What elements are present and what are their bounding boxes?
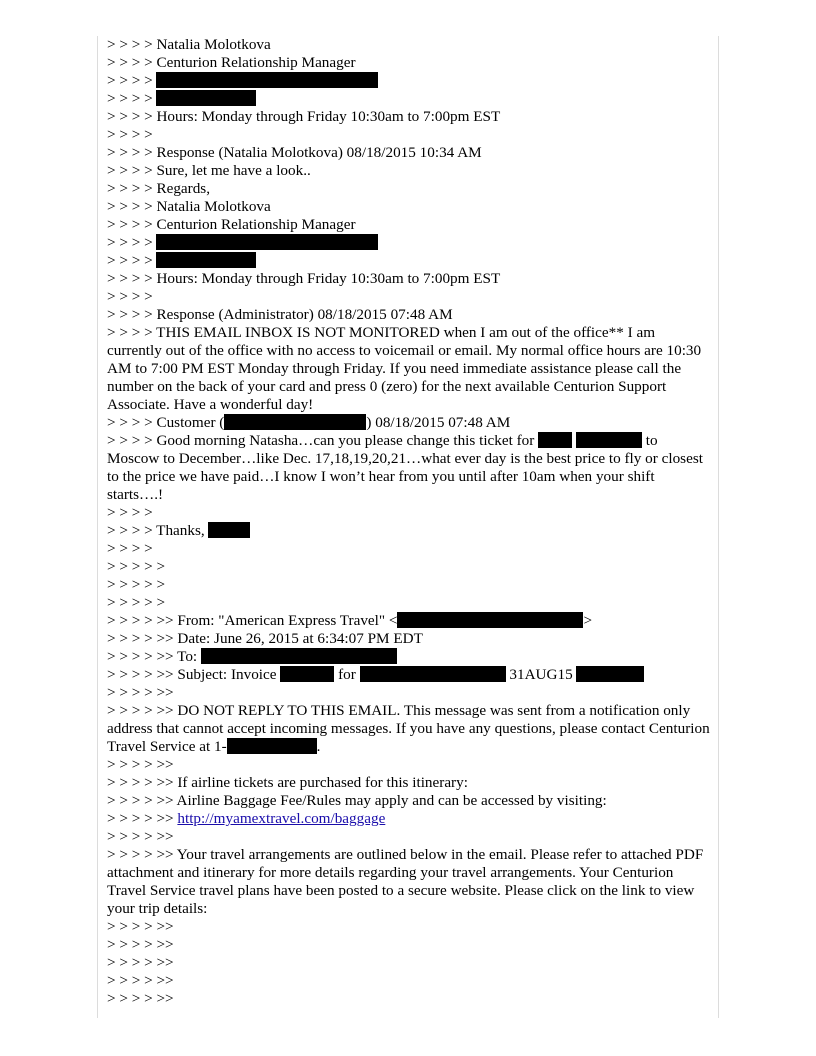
text-line: > > > > >> xyxy=(107,756,174,773)
text-segment: . xyxy=(316,738,321,755)
quote-prefix: > > > > xyxy=(107,72,157,89)
text-line: > > > > Centurion Relationship Manager xyxy=(107,54,356,71)
redaction-bar xyxy=(360,666,506,682)
text-line: > > > > Response (Administrator) 08/18/2015 07:48 AM xyxy=(107,306,453,323)
redaction-bar xyxy=(397,612,583,628)
text-line: > > > > >> If airline tickets are purchased for this itinerary: xyxy=(107,774,468,791)
text-line: > > > > > xyxy=(107,594,166,611)
text-line xyxy=(107,252,713,270)
text-segment: to Moscow to December…like Dec. 17,18,19,20,21…what ever day is the best price to fly or closest to the price we have paid…I know I won’t hear from you until after 10am when your shift starts….! xyxy=(107,432,707,503)
text-line: > > > > Hours: Monday through Friday 10:30am to 7:00pm EST xyxy=(107,108,501,125)
text-segment: > > > > >> xyxy=(107,810,178,827)
quote-prefix: > > > > xyxy=(107,234,157,251)
text-line: > > > > >> xyxy=(107,954,174,971)
text-line xyxy=(107,666,713,684)
text-line: > > > > Natalia Molotkova xyxy=(107,198,271,215)
text-segment: > > > > Thanks, xyxy=(107,522,209,539)
text-line: > > > > >> xyxy=(107,972,174,989)
redaction-bar xyxy=(156,252,256,268)
text-segment: ) 08/18/2015 07:48 AM xyxy=(366,414,511,431)
redaction-bar xyxy=(576,432,642,448)
text-segment: > > > > >> From: "American Express Travel" < xyxy=(107,612,398,629)
redaction-bar xyxy=(576,666,644,682)
text-line: > > > > THIS EMAIL INBOX IS NOT MONITORED when I am out of the office** I am currently out of the office with no access to voicemail or email. My normal office hours are 10:30 AM to 7:00 PM EST Monday through Friday. If you need immediate assistance please call the number on the back of your card and press 0 (zero) for the next available Centurion Support Associate. Have a wonderful day! xyxy=(107,324,705,413)
quote-prefix: > > > > xyxy=(107,90,157,107)
redaction-bar xyxy=(538,432,572,448)
text-line: > > > > xyxy=(107,288,153,305)
text-line xyxy=(107,702,713,756)
text-line: > > > > > xyxy=(107,558,166,575)
baggage-link[interactable]: http://myamextravel.com/baggage xyxy=(177,810,386,827)
text-segment: > > > > >> DO NOT REPLY TO THIS EMAIL. This message was sent from a notification only address that cannot accept incoming messages. If you have any questions, please contact Centurion Travel Service at 1- xyxy=(107,702,714,755)
text-line: > > > > >> xyxy=(107,918,174,935)
text-line: > > > > Centurion Relationship Manager xyxy=(107,216,356,233)
text-segment: > xyxy=(583,612,593,629)
text-segment: > > > > Good morning Natasha…can you please change this ticket for xyxy=(107,432,539,449)
text-segment: > > > > >> Subject: Invoice xyxy=(107,666,281,683)
text-line: > > > > Hours: Monday through Friday 10:30am to 7:00pm EST xyxy=(107,270,501,287)
quote-prefix: > > > > xyxy=(107,252,157,269)
text-line: > > > > Sure, let me have a look.. xyxy=(107,162,311,179)
text-line xyxy=(107,648,713,666)
redaction-bar xyxy=(201,648,397,664)
text-line: > > > > Regards, xyxy=(107,180,211,197)
text-line: > > > > >> Airline Baggage Fee/Rules may apply and can be accessed by visiting: xyxy=(107,792,607,809)
email-body xyxy=(107,36,713,1008)
text-line xyxy=(107,522,713,540)
redaction-bar xyxy=(156,234,378,250)
redaction-bar xyxy=(227,738,317,754)
text-segment: > > > > Customer ( xyxy=(107,414,225,431)
text-line: > > > > >> xyxy=(107,828,174,845)
text-line: > > > > >> Your travel arrangements are outlined below in the email. Please refer to attached PDF attachment and itinerary for more details regarding your travel arrangements. Your Centurion Travel Service travel plans have been posted to a secure website. Please click on the link to view your trip details: xyxy=(107,846,708,917)
text-line: > > > > xyxy=(107,504,153,521)
text-line: > > > > >> xyxy=(107,990,174,1007)
text-line: > > > > >> Date: June 26, 2015 at 6:34:07 PM EDT xyxy=(107,630,423,647)
text-line: > > > > > xyxy=(107,576,166,593)
text-line: > > > > Natalia Molotkova xyxy=(107,36,271,53)
text-segment: > > > > >> To: xyxy=(107,648,201,665)
text-line: > > > > >> xyxy=(107,684,174,701)
text-line xyxy=(107,612,713,630)
text-line xyxy=(107,414,713,432)
redaction-bar xyxy=(208,522,250,538)
text-line: > > > > xyxy=(107,126,153,143)
text-segment: for xyxy=(334,666,360,683)
text-segment: 31AUG15 xyxy=(505,666,577,683)
redaction-bar xyxy=(280,666,334,682)
text-line xyxy=(107,90,713,108)
text-line xyxy=(107,432,713,504)
redaction-bar xyxy=(224,414,366,430)
text-line xyxy=(107,234,713,252)
redaction-bar xyxy=(156,90,256,106)
text-line: > > > > Response (Natalia Molotkova) 08/18/2015 10:34 AM xyxy=(107,144,482,161)
text-line: > > > > xyxy=(107,540,153,557)
text-line: > > > > >> xyxy=(107,936,174,953)
text-line xyxy=(107,72,713,90)
redaction-bar xyxy=(156,72,378,88)
text-line xyxy=(107,810,713,828)
